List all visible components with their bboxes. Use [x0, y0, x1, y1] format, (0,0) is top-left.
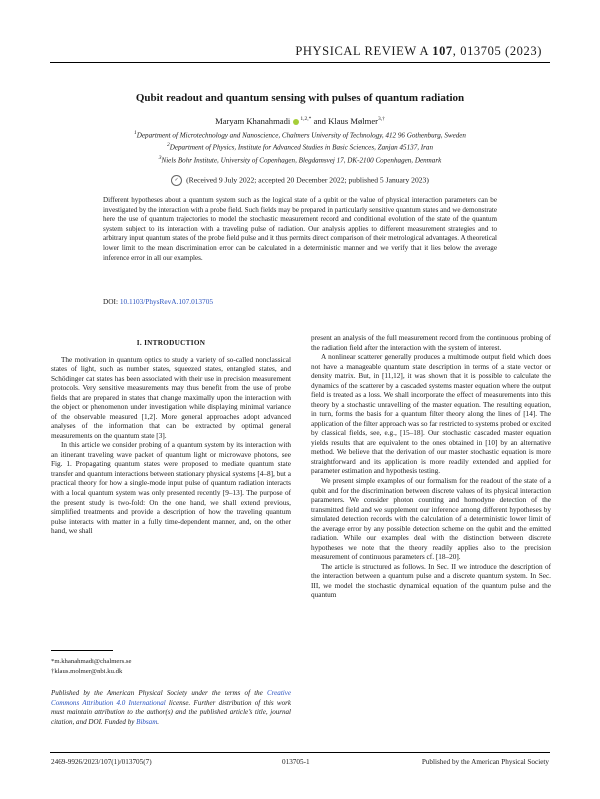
affiliations: [50, 128, 550, 165]
footnote-email: *m.khanahmadi@chalmers.se: [51, 658, 132, 665]
author-affiliation-marker: 3,†: [378, 116, 385, 123]
footer-rule: [50, 752, 550, 753]
received-dates: [50, 175, 550, 186]
author-name: Klaus Mølmer: [328, 116, 379, 126]
author-affiliation-marker: 1,2,*: [300, 116, 312, 123]
author-conjunction: and: [313, 116, 326, 126]
journal-article: 013705 (2023): [460, 44, 542, 58]
journal-name: PHYSICAL REVIEW A: [295, 44, 429, 58]
left-column: [51, 339, 291, 537]
paragraph: present an analysis of the full measurement record from the continuous probing of the radiation field after the interaction with the system of interest.: [311, 334, 551, 352]
journal-header: PHYSICAL REVIEW A 107, 013705 (2023): [295, 44, 542, 58]
affiliation: $^1$Department of Microtechnology and Nanoscience, Chalmers University of Technology, 412 96 Gothenburg, Sweden: [134, 130, 466, 140]
header-rule: [50, 62, 550, 63]
footnotes: [51, 657, 291, 676]
paragraph: A nonlinear scatterer generally produces a multimode output field which does not have a manageable quantum state description in terms of a state vector or density matrix. But, in [11,12], it was shown that it is possible to calculate the dynamics of the scatterer by a cascaded systems master equation where the output field is treated as a loss. We shall incorporate the effect of measurements into this theory by a stochastic unravelling of the master equation. The resulting equation, in turn, forms the basis for a quantum filter theory along the lines of [14]. The application of the filter approach was so far restricted to systems probed or excited by classical fields, see, e.g., [15–18]. Our stochastic cascaded master equation yields results that are equivalent to the ones obtained in [10] by an alternative method. We believe that the derivation of our master stochastic equation is more straightforward and its application is more readily extended and applied for parameter estimation and hypothesis testing.: [311, 353, 551, 476]
license-notice: Published by the American Physical Society under the terms of the Creative Commons Attribution 4.0 International license. Further distribution of this work must maintain attribution to the author(s) and the published article’s title, journal citation, and DOI. Funded by Bibsam.: [51, 689, 292, 726]
license-link[interactable]: Creative Commons Attribution 4.0 International: [51, 689, 291, 707]
received-text: (Received 9 July 2022; accepted 20 December 2022; published 5 January 2023): [186, 175, 429, 185]
doi-label: DOI:: [103, 297, 118, 306]
paper-title: Qubit readout and quantum sensing with pulses of quantum radiation: [135, 92, 465, 104]
author-list: [50, 116, 550, 126]
doi-link[interactable]: 10.1103/PhysRevA.107.013705: [119, 297, 214, 306]
paragraph: The article is structured as follows. In Sec. II we introduce the description of the interaction between a quantum pulse and a discrete quantum system. In Sec. III, we model the stochastic dynamical equation of the quantum pulse and the quantum: [311, 562, 551, 600]
affiliation: $^3$Niels Bohr Institute, University of Copenhagen, Blegdamsvej 17, DK-2100 Copenhagen, Denmark: [158, 154, 442, 165]
funder-link[interactable]: Bibsam: [136, 717, 158, 726]
paragraph: We present simple examples of our formalism for the readout of the state of a qubit and for the discrimination between discrete values of its physical interaction parameters. We consider photon counting and homodyne detection of the transmitted field and we supplement our inference among different hypotheses by simulated detection records with the calculation of a deterministic lower limit of the average error by any possible detection scheme on the qubit and the emitted radiation. While our examples deal with the distinction between discrete hypotheses we note that the theory readily applies also to the precision measurement of continuous parameters cf. [18–20].: [311, 476, 551, 562]
doi-line: [103, 297, 213, 306]
affiliation: $^2$Department of Physics, Institute for Advanced Studies in Basic Sciences, Zanjan 45137, Iran: [166, 142, 434, 152]
right-column: [311, 334, 551, 601]
footnote-rule: [51, 650, 113, 651]
footnote-email: †klaus.molmer@nbi.ku.dk: [51, 667, 123, 675]
abstract: Different hypotheses about a quantum system such as the logical state of a qubit or the value of physical interaction parameters can be investigated by the interaction with a probe field. Such fields may be prepared in particularly sensitive quantum states and we demonstrate here the use of quantum trajectories to model the stochastic measurement record and conditional evolution of the state of the quantum system subject to its interaction with a traveling pulse of radiation. Our analysis applies to different measurement strategies and to arbitrary input quantum states of the probe field pulse and it thus permits direct comparison of their metrological advantages. A theoretical lower limit to the mean discrimination error can be calculated in a deterministic manner and we verify that it lies below the average inference error in all our examples.: [103, 196, 497, 262]
check-for-updates-icon[interactable]: ✓: [171, 175, 182, 186]
journal-volume: 107: [432, 44, 453, 58]
footer-publisher: Published by the American Physical Society: [421, 758, 549, 766]
paragraph: In this article we consider probing of a quantum system by its interaction with an itinerant traveling wave packet of quantum light or microwave photons, see Fig. 1. Propagating quantum states were proposed to mediate quantum state transfer and quantum interactions between stationary physical systems [4–8], but a practical theory for how a single-mode input pulse of quantum radiation interacts with a local quantum system was only presented recently [9–13]. The purpose of the present study is two-fold: On the one hand, we shall extend previous, simplified treatments and provide a description of how the traveling quantum pulse interacts with matter in a fully time-dependent manner, and, on the other hand, we shall: [51, 441, 291, 536]
footer-page-number: 013705-1: [282, 758, 310, 766]
section-heading: I. INTRODUCTION: [136, 339, 206, 347]
footer-issn: 2469-9926/2023/107(1)/013705(7): [51, 758, 152, 766]
orcid-icon[interactable]: [293, 119, 299, 125]
author-name: Maryam Khanahmadi: [215, 116, 291, 126]
paragraph: The motivation in quantum optics to study a variety of so-called nonclassical states of light, such as number states, squeezed states, entangled states, and Schödinger cat states has been associated with their use in precision measurement protocols. Very sensitive measurements may thus benefit from the use of probe fields that are prepared in states that change maximally upon the interaction with the object or phenomenon under investigation while displaying minimal variance of the observable measured [1,2]. More general approaches adopt advanced analyses of the information that can be extracted by optimal general measurements on the quantum state [3].: [51, 355, 291, 440]
